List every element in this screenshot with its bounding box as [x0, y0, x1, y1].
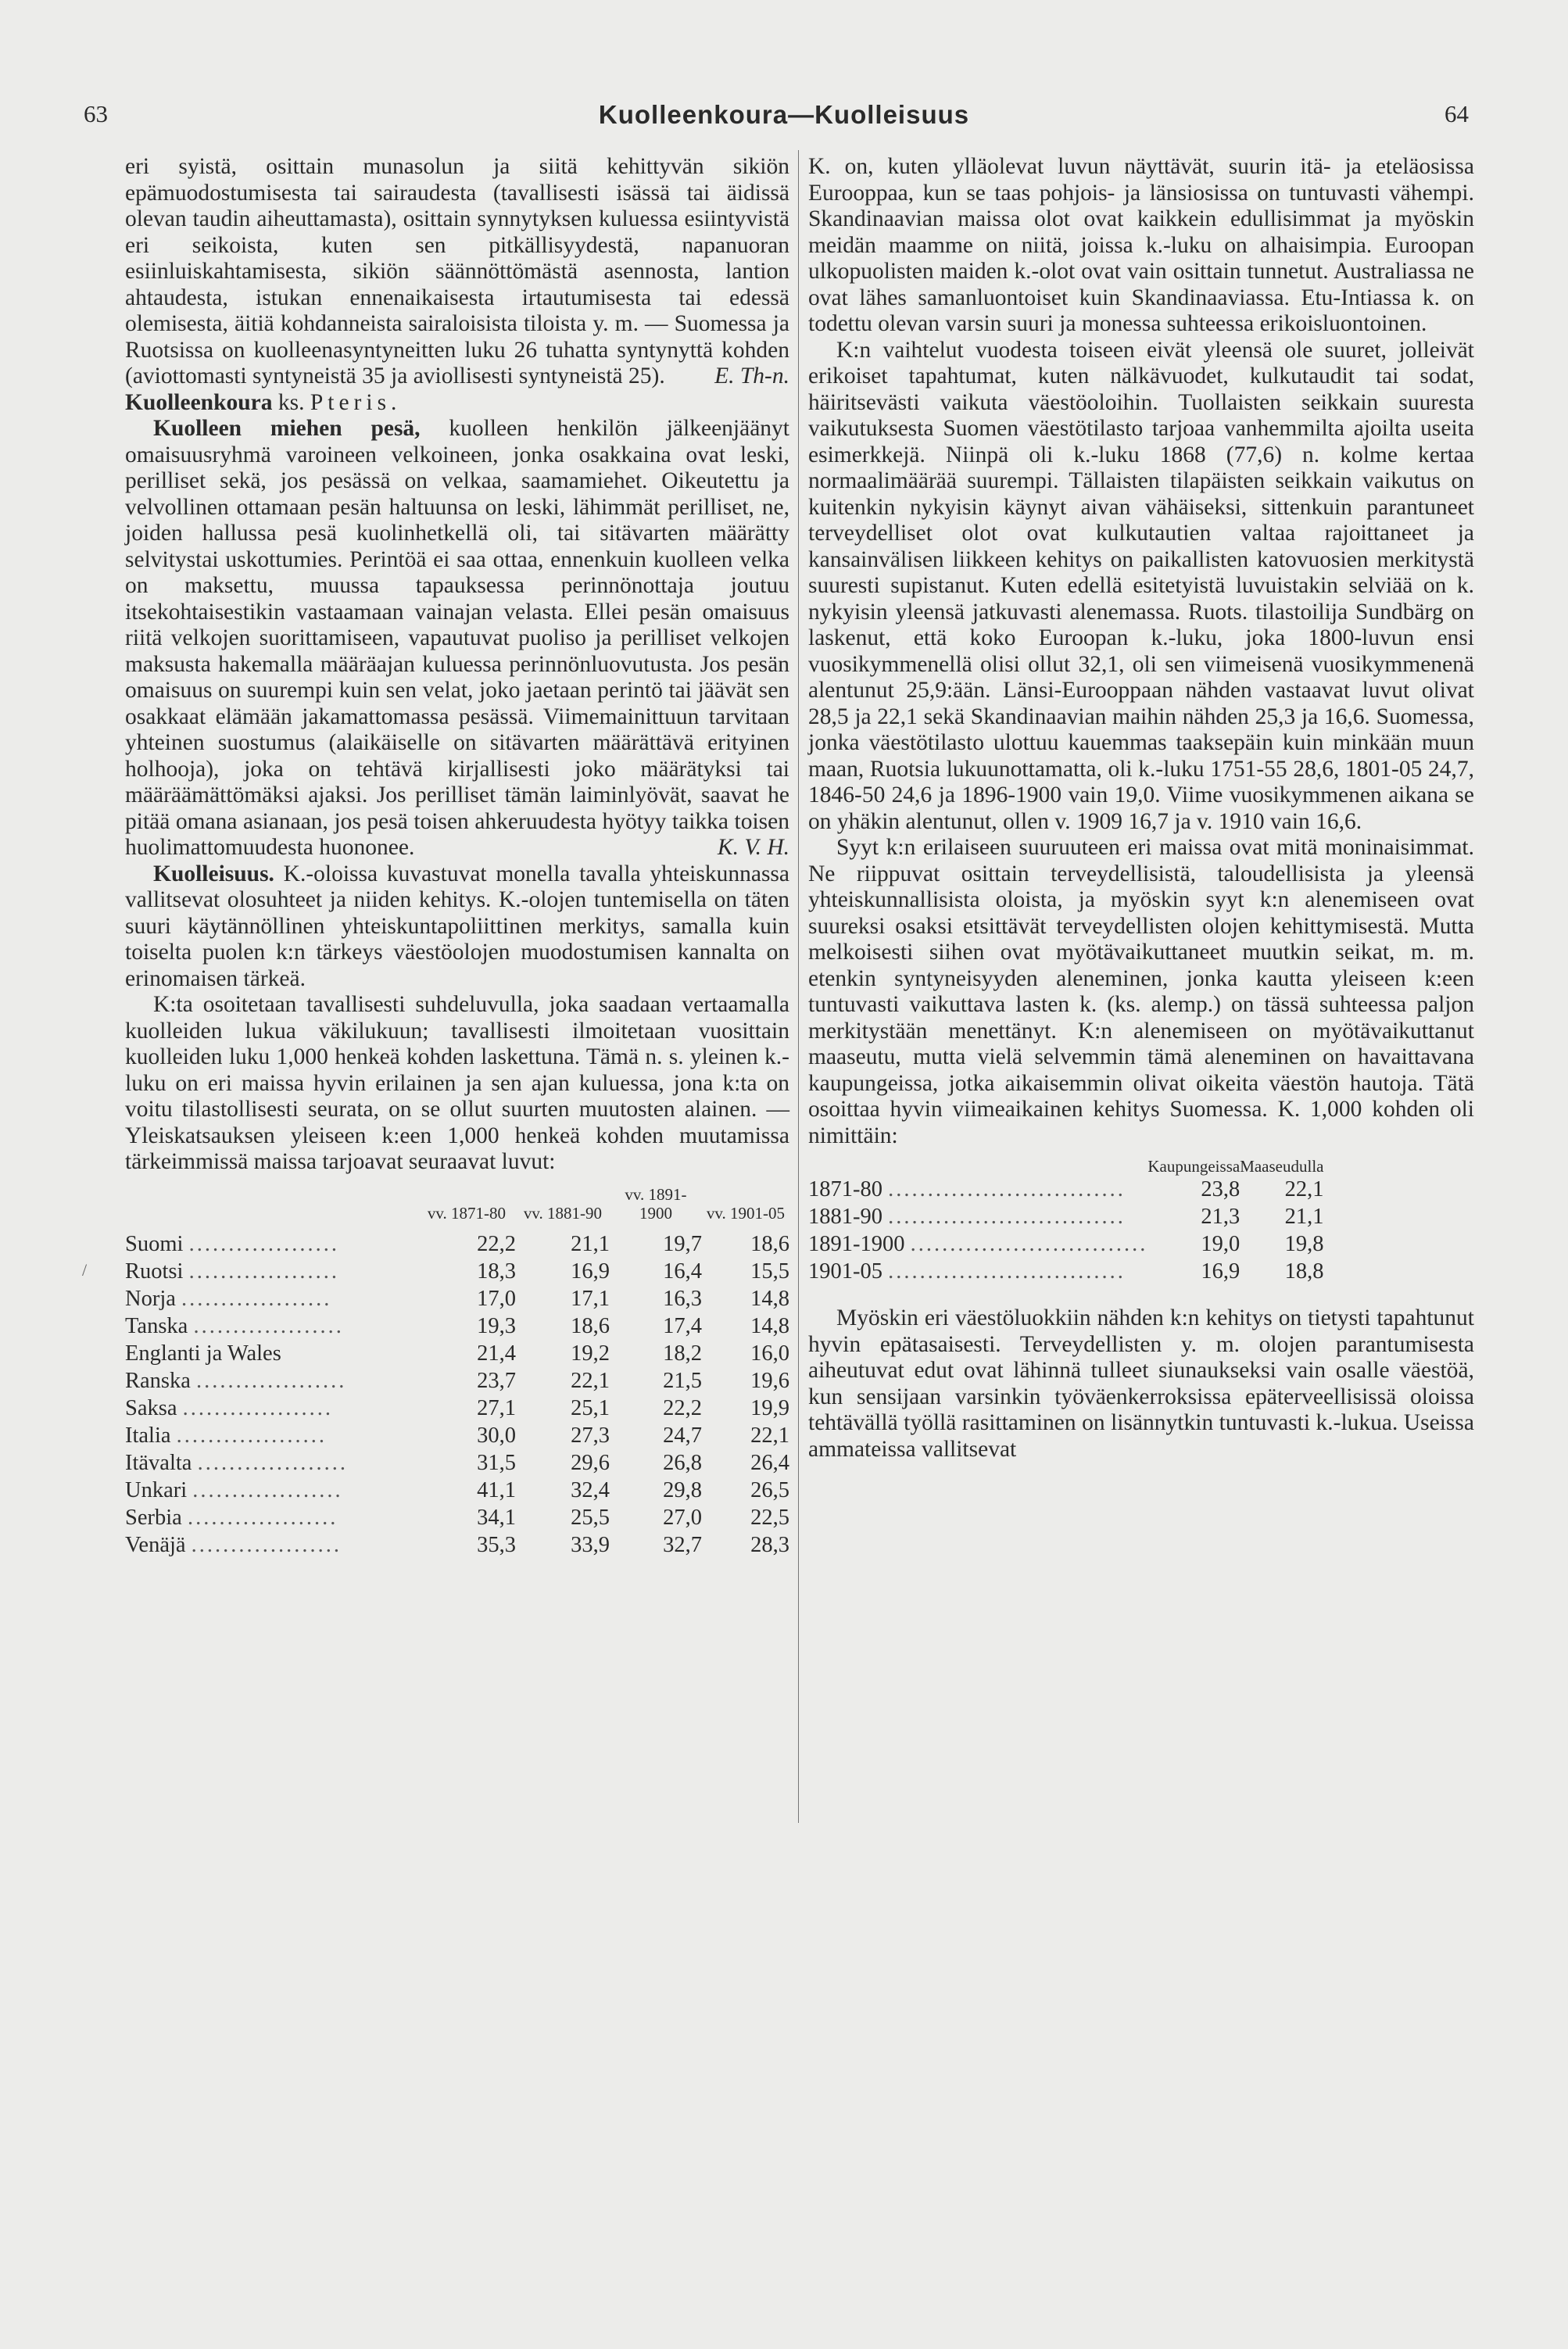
cell: 35,3	[477, 1532, 516, 1557]
cell: 27,3	[571, 1423, 610, 1448]
cell: 14,8	[750, 1286, 789, 1311]
cell: 25,1	[571, 1395, 610, 1420]
row-label: Unkari	[125, 1477, 188, 1502]
column-header: vv. 1871-80	[427, 1203, 507, 1223]
table-header-row	[808, 1157, 1323, 1176]
entry-kuolleisuus	[125, 861, 789, 993]
cell: 19,0	[1201, 1232, 1240, 1256]
cell: 16,9	[571, 1259, 610, 1284]
row-label: 1871-80	[808, 1177, 882, 1201]
causes-paragraph: Syyt k:n erilaiseen suuruuteen eri maissa ovat mitä moninaisimmat. Ne riippuvat osittain terveydellisistä, taloudellisista ja yleensä yhteiskunnallisista oloista, ja myöskin syyt k:n alenemiseen ovat suureksi osaksi etsittävät terveydellisten olojen kehittymisestä. Mutta melkoisesti siihen ovat myötävaikuttaneet muutkin seikat, m. m. etenkin syntyneisyyden aleneminen, jonka kautta yleiseen k:een tuntuvasti vaikuttava lasten k. (ks. alemp.) on tässä suhteessa paljon merkitystään menettänyt. K:n alenemiseen on myötävaikuttanut maaseutu, mutta vielä selvemmin tämä aleneminen on havaittavana kaupungeissa, jotka aikaisemmin olivat oikeita väestön hautoja. Tätä osoittaa hyvin viimeaikainen kehitys Suomessa. K. 1,000 kohden oli nimittäin:	[808, 835, 1474, 1148]
social-class-paragraph: Myöskin eri väestöluokkiin nähden k:n kehitys on tietysti tapahtunut hyvin epätasaisesti. Terveydellisten y. m. olojen parantumisesta aiheutuvat edut ovat lähinnä tulleet siunaukseksi vain osalle väestöä, kun sensijaan varsinkin työväenkerroksissa epäterveellisissä oloissa tehtävällä työllä rasittaminen on lisännytkin tuntuvasti k.-lukua. Useissa ammateissa vallitsevat	[808, 1305, 1474, 1462]
cell: 19,7	[663, 1231, 702, 1256]
row-label: Saksa	[125, 1395, 177, 1420]
cell: 25,5	[571, 1505, 610, 1530]
row-label: Norja	[125, 1286, 176, 1311]
column-header: vv. 1891-1900	[625, 1184, 687, 1223]
see-label: ks.	[277, 389, 305, 415]
table-row: Saksa ................... 27,1 25,1 22,2 19,9	[125, 1395, 789, 1420]
cell: 18,2	[663, 1341, 702, 1366]
entry-kuolleenkoura	[125, 390, 789, 417]
regional-differences-paragraph: K. on, kuten ylläolevat luvun näyttävät, suurin itä- ja eteläosissa Eurooppaa, kun se taas pohjois- ja länsiosissa on tuntuvasti vähempi. Skandinaavian maissa olot ovat kaikkein edullisimmat ja myöskin meidän maamme on niitä, joissa k.-luku on alhaisimpia. Euroopan ulkopuolisten maiden k.-olot ovat vain osittain tunnetut. Australiassa ne ovat lähes samanluontoiset kuin Skandinaaviassa. Etu-Intiassa k. on todettu olevan varsin suuri ja monessa suhteessa erikoisluontoinen.	[808, 154, 1474, 336]
cell: 34,1	[477, 1505, 516, 1530]
row-label: Serbia	[125, 1505, 182, 1530]
row-label: Venäjä	[125, 1532, 186, 1557]
cell: 19,9	[750, 1395, 789, 1420]
margin-mark: /	[82, 1260, 88, 1280]
cell: 21,4	[477, 1341, 516, 1366]
cell: 19,8	[1284, 1232, 1324, 1256]
row-label: Italia	[125, 1423, 171, 1448]
cell: 32,7	[663, 1532, 702, 1557]
cell: 18,8	[1284, 1259, 1324, 1284]
cell: 22,5	[750, 1505, 789, 1530]
cell: 18,6	[750, 1231, 789, 1256]
kuolleisuus-text: K.-oloissa kuvastuvat monella tavalla yhteiskunnassa vallitsevat olosuhteet ja niiden kehitys. K.-olojen tuntemisella on täten suuri käytännöllinen yhteiskuntapoliittinen merkitys, samalla kuin toiselta puolen k:n tärkeys väestöolojen muodostumisen kannalta on erinomaisen tärkeä.	[125, 861, 790, 991]
cell: 29,6	[571, 1450, 610, 1475]
cell: 22,1	[750, 1423, 789, 1448]
row-label: Itävalta	[125, 1450, 192, 1475]
mortality-by-country-table	[125, 1185, 789, 1559]
cell: 16,0	[750, 1341, 789, 1366]
stillbirth-text: eri syistä, osittain munasolun ja siitä kehittyvän sikiön epämuodostumisesta tai sairaudesta (tavallisesti isässä tai äidissä olevan taudin aiheuttamasta), osittain synnytyksen kuluessa esiintyvistä eri seikoista, kuten sen pitkällisyydestä, napanuoran esiinluiskahtamisesta, sikiön säännöttömästä asennosta, lantion ahtaudesta, istukan ennenaikaisesta irtautumisesta tai edessä olemisesta, äitiä kohdanneista sairaloisista tiloista y. m. — Suomessa ja Ruotsissa on kuolleenasyntyneitten luku 26 tuhatta syntynyttä kohden (aviottomasti syntyneistä 35 ja aviollisesti syntyneistä 25).	[125, 154, 789, 389]
table-row: 1901-05 .............................. 16,9 18,8	[808, 1259, 1324, 1284]
running-header	[0, 100, 1568, 139]
cell: 26,8	[663, 1450, 702, 1475]
table-row: Norja ................... 17,0 17,1 16,3 14,8	[125, 1286, 789, 1311]
cell: 28,3	[750, 1532, 789, 1557]
table-row	[125, 1340, 789, 1367]
row-label: 1901-05	[808, 1259, 882, 1284]
cell: 23,7	[477, 1368, 516, 1393]
cell: 19,3	[477, 1313, 516, 1338]
cell: 14,8	[750, 1313, 789, 1338]
cell: 23,8	[1201, 1177, 1240, 1201]
headword-kuolleen-miehen-pesa: Kuolleen miehen pesä,	[153, 416, 421, 441]
cell: 16,3	[663, 1286, 702, 1311]
row-label: 1881-90	[808, 1205, 882, 1229]
cell: 21,5	[663, 1368, 702, 1393]
left-column	[125, 154, 789, 1559]
row-label: Ranska	[125, 1368, 191, 1393]
cell: 26,4	[750, 1450, 789, 1475]
cell: 16,4	[663, 1259, 702, 1284]
author-signature-2: K. V. H.	[717, 835, 789, 860]
variation-paragraph: K:n vaihtelut vuodesta toiseen eivät yleensä ole suuret, jolleivät erikoiset tapahtumat, kuten nälkävuodet, kulkutaudit tai sodat, häiritsevästi vaikuta väestöoloihin. Tuollaisten seikkain suuresta vaikutuksesta Suomen väestötilasto tarjoaa vanhemmilta ajoilta useita esimerkkejä. Niinpä oli k.-luku 1868 (77,6) n. kolme kertaa normaalimäärää suurempi. Tällaisten tilapäisten seikkain vaikutus on kuitenkin nykyisin käynyt aivan vähäiseksi, sittenkuin parantuneet terveydelliset olot ovat kulkutautien valtaa rajoittaneet ja kansainvälisen liikkeen kehitys on paikallisten katovuosien merkitystä suuresti supistanut. Kuten edellä esitetyistä luvuistakin selviää on k. nykyisin yleensä jatkuvasti alenemassa. Ruots. tilastoilija Sundbärg on laskenut, että koko Euroopan k.-luku, joka 1800-luvun ensi vuosikymmenellä olisi ollut 32,1, oli sen viimeisenä vuosikymmenenä alentunut 25,9:ään. Länsi-Eurooppaan nähden vastaavat luvut olivat 28,5 ja 22,1 sekä Skandinaavian maihin nähden 25,3 ja 16,6. Suomessa, jonka väestötilasto ulottuu kauemmas taaksepäin kuin minkään muun maan, Ruotsia lukuunottamatta, oli k.-luku 1751-55 28,6, 1801-05 24,7, 1846-50 24,6 ja 1896-1900 vain 19,0. Viime vuosikymmenen aikana se on yhäkin alentunut, ollen v. 1909 16,7 ja v. 1910 vain 16,6.	[808, 337, 1474, 834]
column-header: vv. 1901-05	[706, 1203, 786, 1223]
column-header: vv. 1881-90	[523, 1203, 603, 1223]
table-row: Itävalta ................... 31,5 29,6 26,8 26,4	[125, 1450, 789, 1475]
row-label: Ruotsi	[125, 1259, 184, 1284]
cell: 22,2	[477, 1231, 516, 1256]
cell: 21,1	[1284, 1205, 1324, 1229]
cell: 32,4	[571, 1477, 610, 1502]
stillbirth-paragraph	[125, 154, 789, 390]
table-row: 1891-1900 .............................. 19,0 19,8	[808, 1232, 1324, 1256]
cell: 27,0	[663, 1505, 702, 1530]
row-label: 1891-1900	[808, 1232, 905, 1256]
column-header: Maaseudulla	[1240, 1157, 1324, 1176]
headword-kuolleenkoura: Kuolleenkoura	[125, 389, 273, 415]
cross-reference: Pteris.	[310, 389, 402, 415]
cell: 26,5	[750, 1477, 789, 1502]
urban-rural-table	[808, 1157, 1323, 1285]
table-row: Ranska ................... 23,7 22,1 21,5 19,6	[125, 1368, 789, 1393]
cell: 21,3	[1201, 1205, 1240, 1229]
cell: 31,5	[477, 1450, 516, 1475]
entry-kuolleen-miehen-pesa	[125, 416, 789, 861]
headword-kuolleisuus: Kuolleisuus.	[153, 861, 274, 886]
table-row: Italia ................... 30,0 27,3 24,7 22,1	[125, 1423, 789, 1448]
table-row: Ruotsi ................... 18,3 16,9 16,4 15,5	[125, 1259, 789, 1284]
cell: 19,6	[750, 1368, 789, 1393]
author-signature-1: E. Th-n.	[714, 363, 789, 389]
cell: 22,1	[1284, 1177, 1324, 1201]
page-number-left: 63	[84, 100, 108, 127]
cell: 27,1	[477, 1395, 516, 1420]
row-label: Suomi	[125, 1231, 184, 1256]
cell: 41,1	[477, 1477, 516, 1502]
cell: 18,3	[477, 1259, 516, 1284]
row-label: Tanska	[125, 1313, 188, 1338]
table-row: 1871-80 .............................. 23,8 22,1	[808, 1177, 1324, 1201]
right-column	[808, 154, 1474, 1463]
cell: 19,2	[571, 1341, 610, 1366]
cell: 33,9	[571, 1532, 610, 1557]
table-row: Tanska ................... 19,3 18,6 17,4 14,8	[125, 1313, 789, 1338]
cell: 22,1	[571, 1368, 610, 1393]
cell: 17,0	[477, 1286, 516, 1311]
cell: 30,0	[477, 1423, 516, 1448]
column-header: Kaupungeissa	[1147, 1157, 1240, 1176]
table-row: Serbia ................... 34,1 25,5 27,0 22,5	[125, 1505, 789, 1530]
row-label: Englanti ja Wales	[125, 1341, 281, 1366]
cell: 22,2	[663, 1395, 702, 1420]
table-row: 1881-90 .............................. 21,3 21,1	[808, 1205, 1324, 1229]
cell: 24,7	[663, 1423, 702, 1448]
table-row: Unkari ................... 41,1 32,4 29,8 26,5	[125, 1477, 789, 1502]
cell: 17,4	[663, 1313, 702, 1338]
page-number-right: 64	[1444, 100, 1469, 127]
mortality-rate-paragraph: K:ta osoitetaan tavallisesti suhdeluvulla, joka saadaan vertaamalla kuolleiden lukua väkilukuun; tavallisesti ilmoitetaan vuosittain kuolleiden luku 1,000 henkeä kohden laskettuna. Tämä n. s. yleinen k.-luku on eri maissa hyvin erilainen ja sen ajan kuluessa, jona k:ta on voitu tilastollisesti seurata, on se ollut suurten muutosten alainen. —Yleiskatsauksen yleiseen k:een 1,000 henkeä kohden muutamissa tärkeimmissä maissa tarjoavat seuraavat luvut:	[125, 992, 789, 1174]
table-row: Suomi ................... 22,2 21,1 19,7 18,6	[125, 1231, 789, 1256]
column-divider	[798, 150, 799, 1823]
cell: 15,5	[750, 1259, 789, 1284]
cell: 17,1	[571, 1286, 610, 1311]
kmp-text: kuolleen henkilön jälkeenjäänyt omaisuusryhmä varoineen velkoineen, jonka osakkaina ovat leski, perilliset sekä, jos pesässä on velkaa, saamamiehet. Oikeutettu ja velvollinen ottamaan pesän haltuunsa on leski, lähimmät perilliset, ne, joiden hallussa pesä kuolinhetkellä oli, tai sitävarten määrätty selvitystai uskottumies. Perintöä ei saa ottaa, ennenkuin kuolleen velka on maksettu, muussa tapauksessa perinnönottaja joutuu itsekohtaisestikin vastaamaan vainajan velasta. Ellei pesän omaisuus riitä velkojen suorittamiseen, vapautuvat puoliso ja perilliset velkojen maksusta hakemalla määräajan kuluessa perinnönluovutusta. Jos pesän omaisuus on suurempi kuin sen velat, joko jaetaan perintö tai jäävät sen osakkaat elämään jakamattomassa pesässä. Viimemainittuun tarvitaan yhteinen suostumus (alaikäiselle on sitävarten määrättävä erityinen holhooja), joka on tehtävä kirjallisesti joko määrätyksi tai määräämättömäksi ajaksi. Jos perilliset tämän laiminlyövät, saavat he pitää omana asianaan, jos pesä toisen ahkeruudesta hyötyy taikka toisen huolimattomuudesta huononee.	[125, 416, 789, 860]
table-header-row	[125, 1185, 789, 1223]
running-title: Kuolleenkoura—Kuolleisuus	[598, 100, 970, 129]
cell: 18,6	[571, 1313, 610, 1338]
cell: 16,9	[1201, 1259, 1240, 1284]
cell: 29,8	[663, 1477, 702, 1502]
cell: 21,1	[571, 1231, 610, 1256]
table-row: Venäjä ................... 35,3 33,9 32,7 28,3	[125, 1532, 789, 1557]
